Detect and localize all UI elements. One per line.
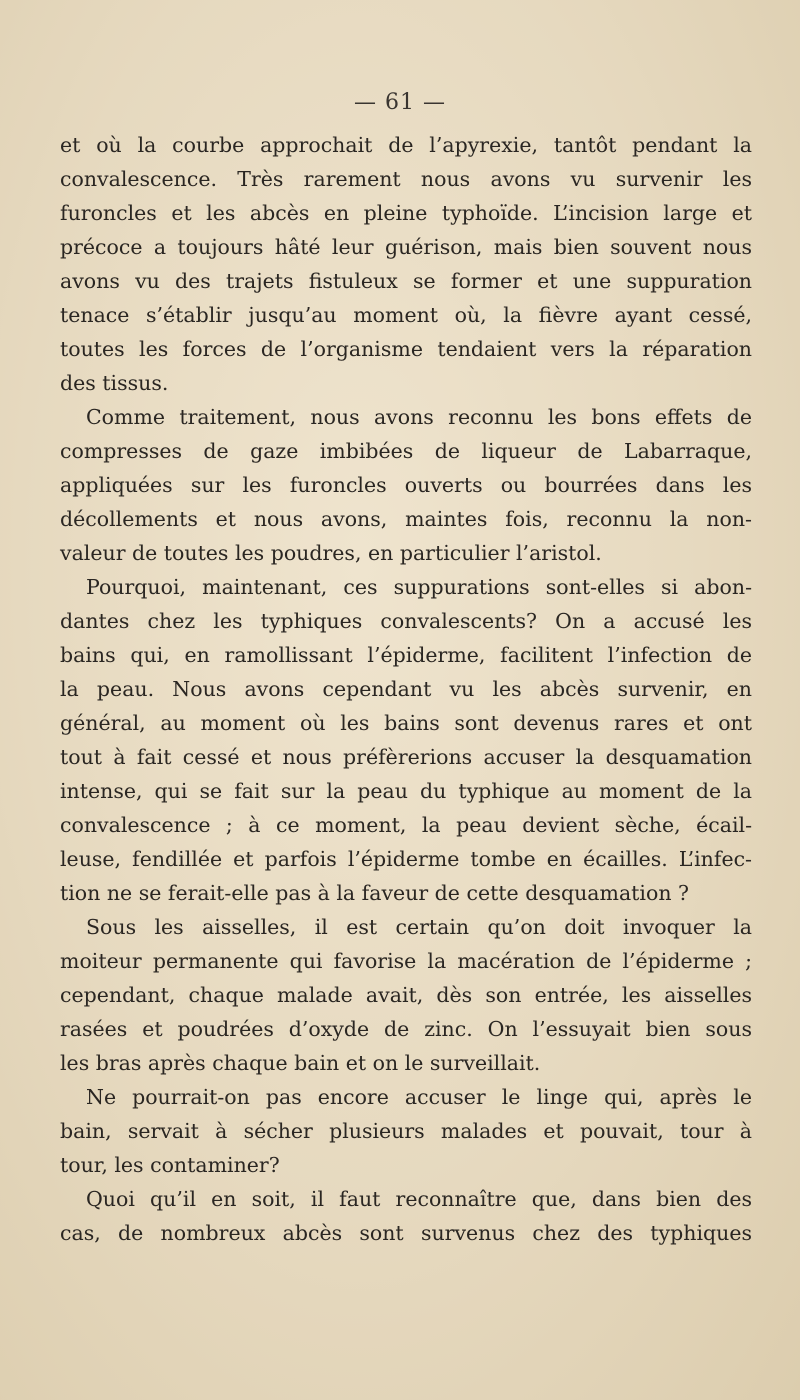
text-line: tour, les contaminer? [60,1153,280,1177]
text-line: dantes chez les typhiques convalescents? On a accusé les [60,609,752,633]
text-line: cas, de nombreux abcès sont survenus chez des typhiques [60,1221,752,1245]
text-line: appliquées sur les furoncles ouverts ou bourrées dans les [60,473,752,497]
text-line: intense, qui se fait sur la peau du typhique au moment de la [60,779,752,803]
text-line: moiteur permanente qui favorise la macération de l’épiderme ; [60,949,752,973]
page-number: — 61 — [354,90,446,115]
text-line: toutes les forces de l’organisme tendaient vers la réparation [60,337,752,361]
text-line: la peau. Nous avons cependant vu les abcès survenir, en [60,677,752,701]
paragraph [60,400,752,570]
text-line: convalescence ; à ce moment, la peau devient sèche, écail- [60,813,752,837]
text-line: et où la courbe approchait de l’apyrexie, tantôt pendant la [60,133,752,157]
text-line: Pourquoi, maintenant, ces suppurations sont-elles si abon- [86,575,752,599]
text-line: les bras après chaque bain et on le surveillait. [60,1051,541,1075]
text-line: bains qui, en ramollissant l’épiderme, facilitent l’infection de [60,643,752,667]
text-line: précoce a toujours hâté leur guérison, mais bien souvent nous [60,235,752,259]
paragraph [60,570,752,910]
text-line: furoncles et les abcès en pleine typhoïde. L’incision large et [60,201,752,225]
text-line: rasées et poudrées d’oxyde de zinc. On l’essuyait bien sous [60,1017,752,1041]
text-line: Comme traitement, nous avons reconnu les bons effets de [86,405,752,429]
text-line: des tissus. [60,371,169,395]
text-line: convalescence. Très rarement nous avons vu survenir les [60,167,752,191]
text-line: bain, servait à sécher plusieurs malades et pouvait, tour à [60,1119,752,1143]
text-line: cependant, chaque malade avait, dès son entrée, les aisselles [60,983,752,1007]
text-line: décollements et nous avons, maintes fois, reconnu la non- [60,507,752,531]
text-body [60,128,752,1250]
text-line: Quoi qu’il en soit, il faut reconnaître que, dans bien des [86,1187,752,1211]
text-line: tout à fait cessé et nous préfèrerions accuser la desquamation [60,745,752,769]
text-line: valeur de toutes les poudres, en particulier l’aristol. [60,541,602,565]
text-line: tion ne se ferait-elle pas à la faveur de cette desquamation ? [60,881,690,905]
text-line: tenace s’établir jusqu’au moment où, la fièvre ayant cessé, [60,303,752,327]
text-line: Ne pourrait-on pas encore accuser le linge qui, après le [86,1085,752,1109]
text-line: Sous les aisselles, il est certain qu’on doit invoquer la [86,915,752,939]
text-line: avons vu des trajets fistuleux se former et une suppuration [60,269,752,293]
paragraph [60,1080,752,1182]
text-line: compresses de gaze imbibées de liqueur de Labarraque, [60,439,752,463]
paragraph [60,910,752,1080]
paragraph [60,1182,752,1250]
text-line: général, au moment où les bains sont devenus rares et ont [60,711,752,735]
paragraph [60,128,752,400]
text-line: leuse, fendillée et parfois l’épiderme tombe en écailles. L’infec- [60,847,752,871]
